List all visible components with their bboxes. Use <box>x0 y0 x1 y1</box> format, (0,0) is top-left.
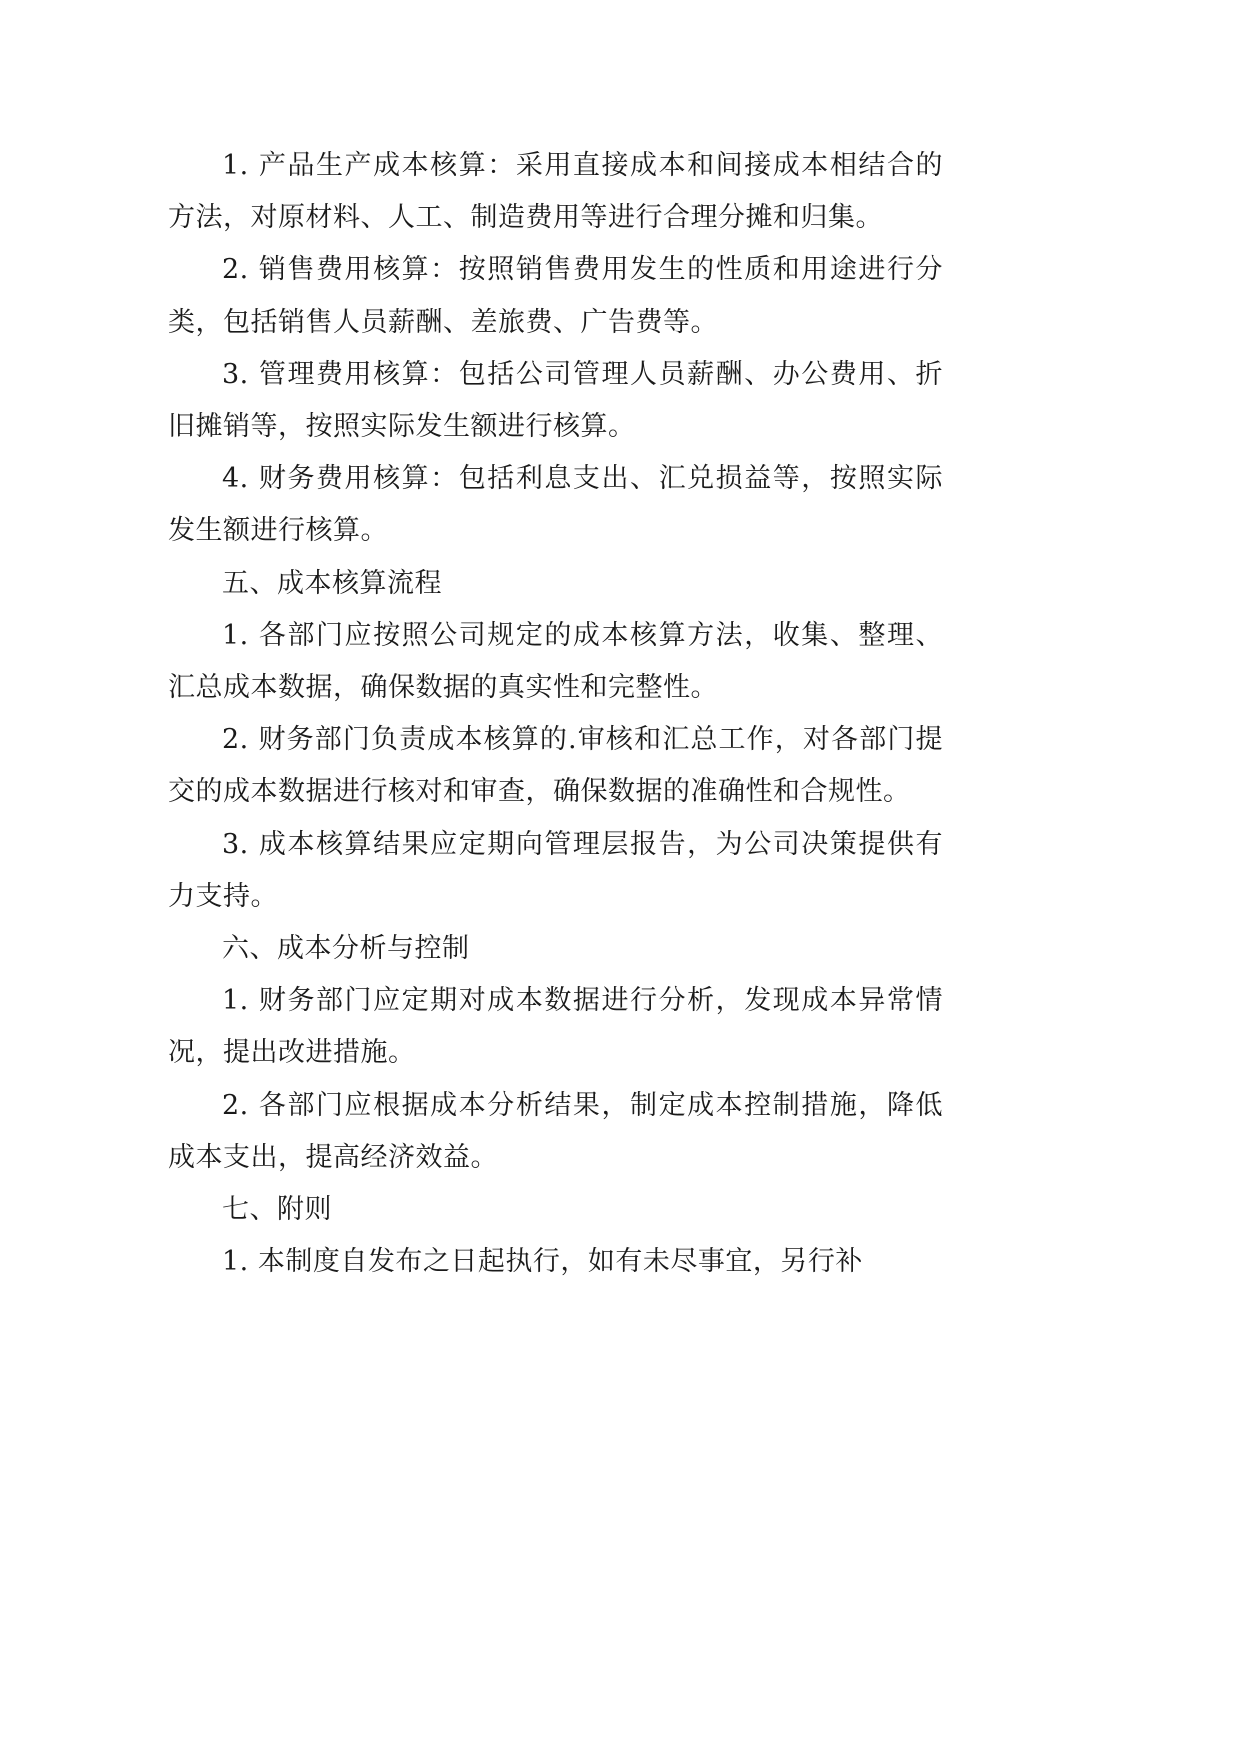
paragraph-analysis-step-2: 2. 各部门应根据成本分析结果，制定成本控制措施，降低成本支出，提高经济效益。 <box>168 1089 943 1173</box>
section-heading-accounting-process: 五、成本核算流程 <box>222 567 442 599</box>
paragraph-analysis-step-1: 1. 财务部门应定期对成本数据进行分析，发现成本异常情况，提出改进措施。 <box>168 985 943 1069</box>
paragraph-management-expense: 3. 管理费用核算：包括公司管理人员薪酬、办公费用、折旧摊销等，按照实际发生额进行核算。 <box>168 358 943 443</box>
paragraph-process-step-3: 3. 成本核算结果应定期向管理层报告，为公司决策提供有力支持。 <box>168 828 943 912</box>
paragraph-supplementary-1: 1. 本制度自发布之日起执行，如有未尽事宜，另行补 <box>222 1246 863 1278</box>
section-heading-analysis-control: 六、成本分析与控制 <box>222 933 470 965</box>
paragraph-finance-expense: 4. 财务费用核算：包括利息支出、汇兑损益等，按照实际发生额进行核算。 <box>168 463 943 547</box>
paragraph-sales-expense: 2. 销售费用核算：按照销售费用发生的性质和用途进行分类，包括销售人员薪酬、差旅费、广告费等。 <box>168 254 943 338</box>
document-body <box>168 140 943 1288</box>
paragraph-process-step-2: 2. 财务部门负责成本核算的.审核和汇总工作，对各部门提交的成本数据进行核对和审查，确保数据的准确性和合规性。 <box>168 724 943 808</box>
paragraph-process-step-1: 1. 各部门应按照公司规定的成本核算方法，收集、整理、汇总成本数据，确保数据的真实性和完整性。 <box>168 619 943 704</box>
section-heading-supplementary: 七、附则 <box>222 1194 332 1226</box>
paragraph-product-cost: 1. 产品生产成本核算：采用直接成本和间接成本相结合的方法，对原材料、人工、制造费用等进行合理分摊和归集。 <box>168 150 943 234</box>
